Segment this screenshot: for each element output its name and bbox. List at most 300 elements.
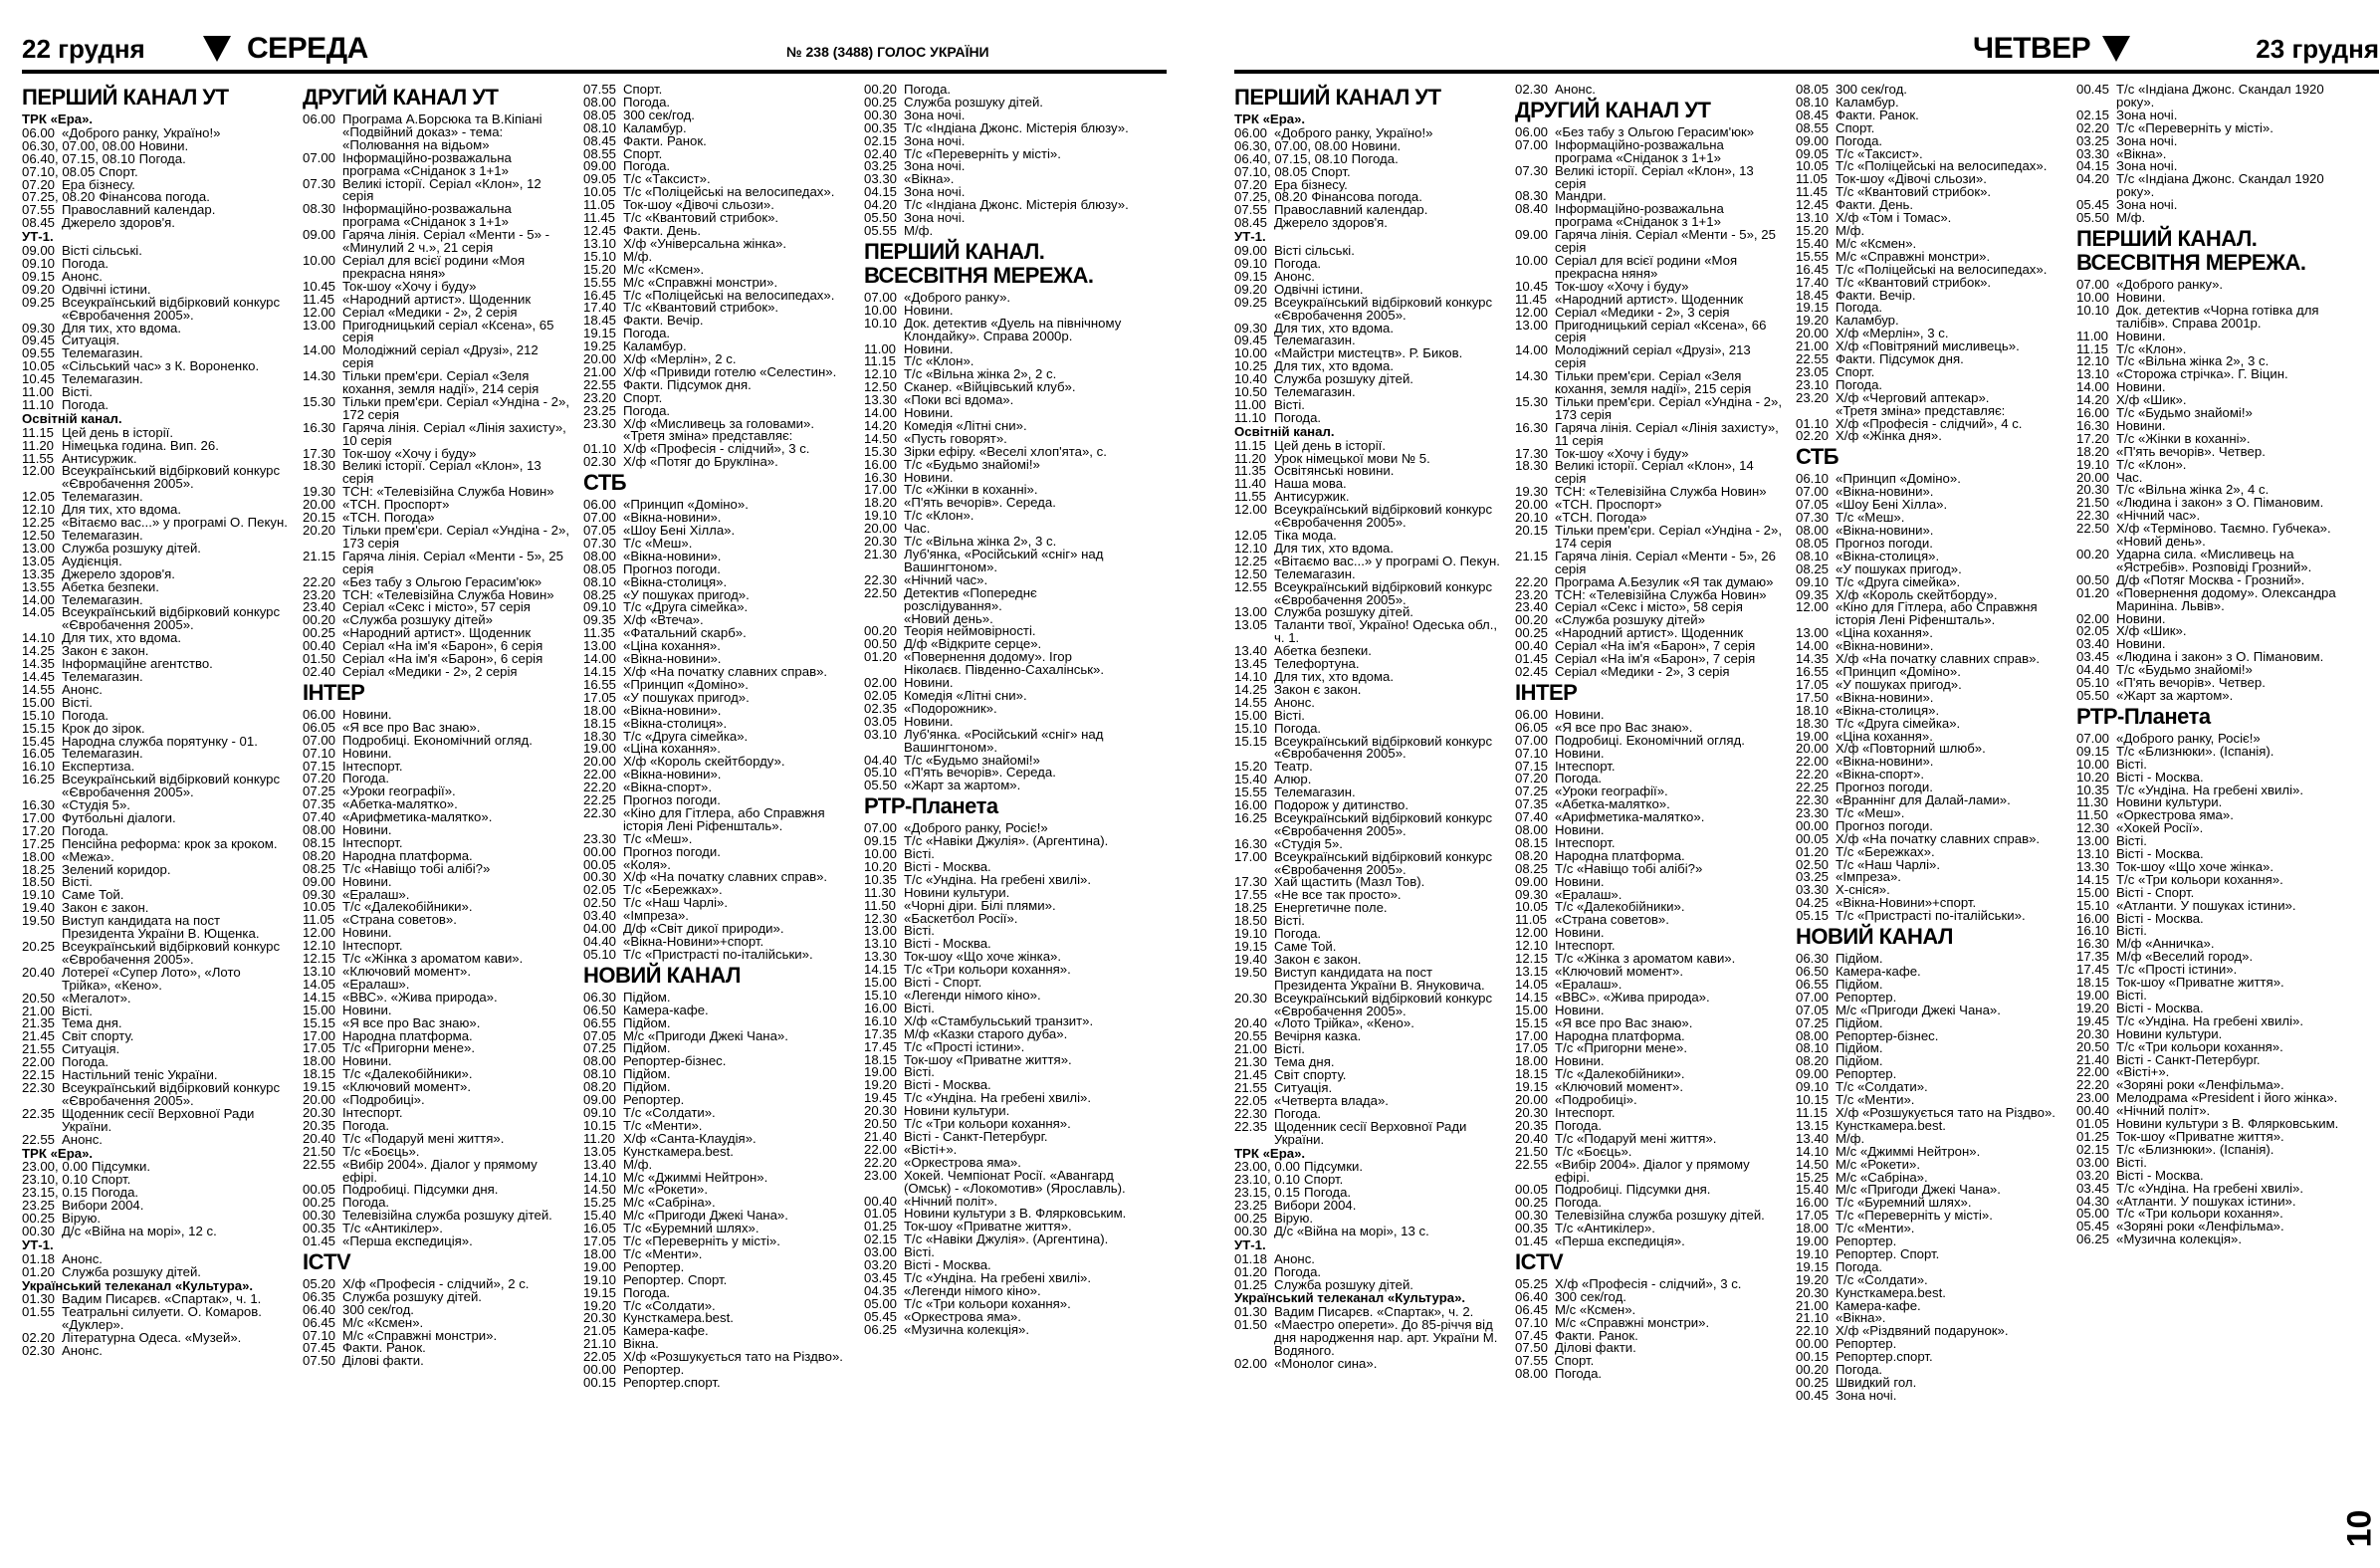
program-time: 12.00 — [22, 463, 56, 479]
program-time: 09.20 — [1234, 281, 1268, 297]
program-title: Всеукраїнський відбірковий конкурс «Євробачення 2005». — [1274, 809, 1493, 838]
program-time: 22.15 — [22, 1067, 56, 1083]
program-time: 14.30 — [1515, 368, 1549, 384]
program-title: Погода. — [1836, 1258, 1883, 1274]
program-time: 00.20 — [1796, 1362, 1830, 1378]
program-title: «Зоряні роки «Ленфільма». — [2116, 1077, 2284, 1093]
program-time: 19.40 — [1234, 951, 1268, 967]
program-time: 20.15 — [303, 510, 336, 526]
program-title: Зона ночі. — [904, 184, 966, 200]
program-title: Новини культури. — [904, 1103, 1010, 1119]
program-time: 16.00 — [1234, 797, 1268, 813]
program-row — [303, 1355, 571, 1368]
program-title: «Нічний час». — [2116, 508, 2201, 524]
program-time: 02.05 — [864, 687, 898, 703]
program-time: 01.30 — [22, 1291, 56, 1307]
program-title: «Вісті+». — [904, 1141, 958, 1157]
program-title: Вісті. — [904, 846, 935, 862]
program-title: Т/с «Будьмо знайомі!» — [904, 456, 1040, 472]
left-columns — [22, 84, 1167, 1568]
program-time: 10.25 — [1234, 358, 1268, 374]
program-time: 22.00 — [22, 1054, 56, 1070]
program-title: «Імпреза». — [1836, 869, 1901, 885]
program-title: «Ціна кохання». — [1836, 625, 1933, 641]
program-row — [864, 726, 1133, 755]
program-time: 23.25 — [583, 402, 617, 418]
program-time: 08.20 — [1515, 847, 1549, 863]
program-time: 14.00 — [583, 651, 617, 667]
program-title: «Поки всі вдома». — [904, 392, 1014, 408]
program-title: Х/ф «Розшукується тато на Різдво». — [623, 1349, 843, 1365]
program-time: 14.50 — [864, 430, 898, 446]
program-time: 19.50 — [22, 913, 56, 929]
program-title: Анонс. — [62, 1131, 103, 1147]
program-title: Гаряча лінія. Серіал «Менти - 5», 26 серія — [1555, 548, 1776, 576]
program-time: 15.45 — [22, 733, 56, 749]
triangle-down-icon — [2102, 36, 2130, 62]
program-title: «Кіно для Гітлера, або Справжня історія Лені Ріфеншталь». — [623, 804, 825, 833]
program-title: ТСН: «Телевізійна Служба Новин» — [342, 586, 554, 602]
program-time: 21.00 — [1796, 338, 1830, 354]
program-title: «Чорні діри. Білі плями». — [904, 897, 1056, 913]
program-column — [1234, 84, 1503, 1568]
program-title: «Майстри мистецтв». Р. Биков. — [1274, 345, 1463, 361]
program-time: 09.00 — [1234, 243, 1268, 259]
program-title: Новини. — [2116, 417, 2166, 433]
program-title: Серіал «Медики - 2», 3 серія — [1555, 663, 1730, 679]
program-time: 12.30 — [2076, 820, 2110, 836]
program-time: 23.20 — [583, 389, 617, 405]
program-row — [1234, 409, 1503, 425]
program-title: «Вікна-спорт». — [1836, 767, 1924, 783]
program-time: 22.20 — [1515, 573, 1549, 589]
channel-heading: ІНТЕР — [1515, 679, 1578, 705]
program-title: Т/с «Поліцейські на велосипедах». — [623, 287, 835, 303]
program-title: Всеукраїнський відбірковий конкурс «Євробачення 2005». — [62, 604, 281, 633]
program-time: 02.00 — [2076, 610, 2110, 626]
program-title: Репортер. — [1836, 1066, 1897, 1082]
program-title: Крок до зірок. — [62, 720, 145, 736]
program-title: Великі історії. Серіал «Клон», 14 серія — [1555, 458, 1754, 487]
program-time: 10.15 — [1796, 1092, 1830, 1108]
program-time: 13.00 — [864, 923, 898, 939]
program-title: М/ф. — [623, 248, 653, 264]
program-row — [1515, 419, 1784, 448]
program-time: 11.20 — [583, 1130, 616, 1146]
program-time: 15.15 — [1234, 733, 1268, 749]
program-time: 16.30 — [1515, 419, 1549, 435]
program-title: Цей день в історії. — [62, 424, 173, 440]
program-title: Виступ кандидата на пост Президента України В. Януковича. — [1274, 964, 1485, 993]
program-time: 17.30 — [303, 445, 336, 461]
program-title: Всеукраїнський відбірковий конкурс «Євробачення 2005». — [62, 463, 281, 492]
program-time: 19.20 — [2076, 1000, 2110, 1015]
program-time: 08.10 — [583, 1066, 617, 1082]
program-title: Серіал «Медики - 2», 2 серія — [342, 663, 518, 679]
program-time: 14.00 — [864, 405, 898, 421]
program-title: Подробиці. Економічний огляд. — [1555, 732, 1745, 748]
program-time: 21.00 — [22, 1003, 56, 1018]
program-time: 08.55 — [1796, 119, 1830, 135]
program-title: «Нічний політ». — [2116, 1103, 2211, 1119]
program-title: «Ціна кохання». — [1836, 728, 1933, 744]
program-time: 14.10 — [22, 630, 56, 646]
program-time: 06.05 — [1515, 719, 1549, 735]
program-title: Т/с «Квантовий стрибок». — [623, 210, 779, 226]
program-time: 14.05 — [22, 604, 56, 620]
program-row — [864, 780, 1133, 792]
program-title: Т/с «Меш». — [1836, 510, 1905, 526]
program-title: «Ералаш». — [1555, 886, 1623, 902]
program-title: Т/с «Переверніть у місті». — [904, 145, 1061, 161]
program-row — [303, 548, 571, 576]
program-row — [1234, 1358, 1503, 1371]
program-time: 20.00 — [1796, 741, 1830, 757]
program-title: Кунсткамера.best. — [623, 1143, 734, 1159]
program-time: 06.40, 07.15, 08.10 — [1234, 150, 1348, 166]
program-title: Вісті. — [1274, 396, 1305, 412]
program-time: 23.30 — [583, 830, 617, 846]
program-time: 21.40 — [864, 1128, 898, 1144]
program-time: 22.55 — [583, 376, 617, 392]
program-title: Абетка безпеки. — [1274, 643, 1372, 659]
program-title: Х/ф «Мерлін», 3 с. — [1836, 326, 1949, 341]
program-time: 00.40 — [2076, 1103, 2110, 1119]
program-time: 01.20 — [1796, 843, 1830, 859]
program-title: Т/с «Антикілер». — [342, 1221, 443, 1236]
program-title: Вісті. — [2116, 1154, 2147, 1170]
program-time: 13.35 — [22, 565, 56, 581]
program-row — [22, 396, 291, 412]
program-time: 17.40 — [1796, 274, 1830, 290]
program-time: 10.35 — [2076, 782, 2110, 797]
program-time: 09.35 — [583, 612, 617, 628]
program-time: 01.18 — [22, 1250, 56, 1266]
program-title: «Вікна-новини». — [1836, 754, 1934, 770]
program-title: Новини. — [1351, 137, 1402, 153]
program-title: Х/ф «На початку славних справ». — [1836, 651, 2041, 667]
program-time: 14.15 — [583, 663, 617, 679]
program-title: Детектив «Попереднє розслідування». — [904, 584, 1037, 613]
program-title: М/с «Ксмен». — [1836, 235, 1917, 251]
program-title: Закон є закон. — [62, 900, 149, 916]
program-time: 20.00 — [303, 497, 336, 513]
program-title: Ток-шоу «Приватне життя». — [904, 1051, 1072, 1067]
program-title: Футбольні діалоги. — [62, 809, 176, 825]
triangle-down-icon — [203, 36, 231, 62]
program-row — [583, 946, 852, 962]
program-title: Вадим Писарєв. «Спартак», ч. 1. — [62, 1291, 262, 1307]
program-title: Т/с «Меш». — [1836, 804, 1905, 820]
program-title: Закон є закон. — [1274, 681, 1362, 697]
program-time: 11.00 — [864, 340, 897, 356]
program-title: Репортер.спорт. — [1836, 1349, 1933, 1365]
program-title: Саме Той. — [62, 887, 124, 903]
program-title: Підйом. — [623, 989, 671, 1005]
program-time: 13.15 — [1796, 1117, 1830, 1133]
program-time: 03.25 — [1796, 869, 1830, 885]
program-time: 01.45 — [1515, 1233, 1549, 1249]
right-day: ЧЕТВЕР — [1973, 32, 2091, 65]
channel-heading: ICTV — [303, 1248, 351, 1274]
program-title: «Служба розшуку дітей» — [1555, 612, 1705, 628]
program-time: 22.30 — [583, 804, 617, 820]
program-title: Репортер. Спорт. — [1836, 1245, 1940, 1261]
program-title: Німецька година. Вип. 26. — [62, 437, 219, 453]
program-time: 19.45 — [2076, 1012, 2110, 1028]
program-title: «Страна советов». — [1555, 912, 1669, 928]
program-time: 06.45 — [303, 1314, 336, 1330]
program-title: Новини. — [2116, 636, 2166, 652]
program-title: Прогноз погоди. — [623, 560, 721, 576]
program-title: Пенсійна реформа: крок за кроком. — [62, 835, 278, 851]
program-time: 19.30 — [1515, 484, 1549, 500]
program-title: Х/ф «Втеча». — [623, 612, 704, 628]
program-time: 10.40 — [1234, 371, 1268, 387]
program-row — [1515, 344, 1784, 370]
program-title: Підйом. — [623, 1066, 671, 1082]
program-time: 10.45 — [303, 278, 336, 294]
channel-heading: ПЕРШИЙ КАНАЛ. ВСЕСВІТНЯ МЕРЕЖА. — [864, 238, 1094, 288]
program-title: «Ералаш». — [1555, 976, 1623, 992]
program-title: Підйом. — [1836, 1040, 1883, 1056]
program-row — [1796, 910, 2064, 923]
channel-heading: НОВИЙ КАНАЛ — [1796, 924, 1953, 950]
program-title: Підсумки. — [92, 1159, 151, 1175]
program-title: «Оркестрова яма». — [904, 1308, 1021, 1324]
program-title: Т/с «Навіщо тобі алібі?» — [342, 860, 491, 876]
program-title: 300 сек/год. — [342, 1301, 414, 1317]
program-title: Х/ф «Універсальна жінка». — [623, 235, 787, 251]
program-title: Т/с «Далекобійники». — [1555, 899, 1685, 915]
program-title: Д/с «Війна на морі», 13 с. — [1274, 1223, 1429, 1238]
program-time: 22.55 — [1796, 351, 1830, 367]
program-time: 07.30 — [1796, 510, 1830, 526]
program-column — [1796, 84, 2064, 1568]
program-title: Серіал для всієї родини «Моя прекрасна няня» — [342, 252, 526, 281]
program-title: «Доброго ранку, Росіє!» — [904, 820, 1048, 836]
program-time: 20.00 — [1515, 1092, 1549, 1108]
program-time: 03.40 — [2076, 636, 2110, 652]
program-time: 22.55 — [1515, 1156, 1549, 1172]
program-title: Вісті - Москва. — [904, 1257, 991, 1273]
program-title: Для тих, хто вдома. — [1274, 540, 1395, 556]
program-time: 06.00 — [1515, 706, 1549, 722]
program-time: 15.20 — [1796, 222, 1830, 238]
program-title: Т/с «Подаруй мені життя». — [342, 1130, 505, 1146]
program-time: 22.00 — [2076, 1064, 2110, 1080]
program-time: 07.55 — [1234, 202, 1268, 218]
program-time: 10.00 — [2076, 289, 2110, 305]
program-title: М/с «Справжні монстри». — [1836, 248, 1991, 264]
program-time: 07.05 — [1796, 497, 1830, 513]
program-row — [2076, 687, 2345, 703]
program-title: Луб'янка, «Російський «сніг» над Вашингтоном». — [904, 547, 1104, 574]
program-title: Всеукраїнський відбірковий конкурс «Євробачення 2005». — [1274, 502, 1493, 531]
program-time: 01.20 — [2076, 584, 2110, 600]
program-time: 09.30 — [22, 320, 56, 336]
program-row — [1796, 1387, 2064, 1403]
program-title: Т/с «Ундіна. На гребені хвилі». — [904, 871, 1092, 887]
program-time: 08.10 — [583, 573, 617, 589]
program-row — [1515, 663, 1784, 679]
program-title: ТСН: «Телевізійна Служба Новин» — [1555, 484, 1767, 500]
program-title: Репортер. — [1836, 989, 1897, 1005]
program-title: Пригодницький серіал «Ксена», 66 серія — [1555, 317, 1767, 345]
program-time: 12.05 — [22, 489, 56, 505]
program-title: Зелений коридор. — [62, 861, 171, 877]
program-time: 22.30 — [2076, 508, 2110, 524]
program-title: Новини культури з В. Флярковським. — [2116, 1116, 2339, 1132]
program-title: Вісті - Москва. — [2116, 846, 2204, 862]
program-time: 04.30 — [2076, 1193, 2110, 1209]
program-time: 21.00 — [1234, 1041, 1268, 1057]
program-time: 08.00 — [1515, 1366, 1549, 1382]
program-title: Вісті. — [62, 384, 93, 400]
program-title: «Народний артист». Щоденник — [1555, 291, 1744, 307]
program-title: М/ф «Казки старого дуба». — [904, 1025, 1068, 1041]
program-title: Вісті - Москва. — [904, 858, 991, 874]
program-title: М/с «Ксмен». — [623, 261, 705, 277]
program-title: Інтеспорт. — [342, 1104, 403, 1120]
program-title: Служба розшуку дітей. — [342, 1288, 482, 1304]
program-time: 17.05 — [583, 689, 617, 705]
program-title: Факти. Підсумок дня. — [1836, 351, 1964, 367]
program-time: 10.20 — [864, 858, 898, 874]
program-title: Новини. — [904, 675, 954, 691]
program-time: 00.35 — [303, 1221, 336, 1236]
program-title: Каламбур. — [623, 338, 687, 354]
program-time: 01.25 — [1234, 1276, 1268, 1292]
program-title: Серіал «Медики - 2», 2 серія — [342, 304, 518, 320]
program-time: 15.10 — [583, 248, 617, 264]
program-time: 19.30 — [303, 484, 336, 500]
program-time: 19.10 — [864, 508, 898, 524]
program-title: Вісті сільські. — [1274, 243, 1355, 259]
program-time: 15.55 — [1234, 784, 1268, 800]
program-time: 07.00 — [303, 732, 336, 748]
program-title: Погода. — [1274, 1263, 1322, 1279]
program-time: 06.05 — [303, 719, 336, 735]
program-row — [303, 663, 571, 679]
program-time: 23.40 — [303, 599, 336, 615]
program-time: 14.55 — [22, 681, 56, 697]
program-title: Інтеспорт. — [1555, 938, 1616, 954]
program-title: Погода. — [62, 822, 109, 838]
program-title: Анонс. — [1274, 1250, 1315, 1266]
program-time: 16.55 — [583, 676, 617, 692]
program-title: Х/ф «Черговий аптекар». — [1836, 389, 1990, 405]
program-title: Х/ф «Потяг до Брукліна». — [623, 454, 778, 470]
program-title: М/с «Пригоди Джекі Чана». — [1836, 1182, 2001, 1198]
program-title: Новини. — [904, 340, 954, 356]
program-time: 19.20 — [583, 1297, 617, 1313]
program-title: «Вітаємо вас...» у програмі О. Пекун. — [62, 515, 288, 531]
program-title: Служба розшуку дітей. — [62, 1263, 201, 1279]
program-title: Т/с «Переверніть у місті». — [2116, 119, 2273, 135]
program-title: Серіал «На ім'я «Барон», 6 серія — [342, 638, 543, 654]
program-time: 09.10 — [22, 255, 56, 271]
program-title: Т/с «Друга сімейка». — [1836, 715, 1961, 731]
program-time: 16.00 — [2076, 405, 2110, 421]
program-time: 09.25 — [22, 294, 56, 310]
program-time: 03.00 — [2076, 1154, 2110, 1170]
program-time: 06.40, 07.15, 08.10 — [22, 150, 135, 166]
program-time: 22.20 — [583, 780, 617, 795]
program-time: 23.40 — [1515, 599, 1549, 615]
program-title: Факти. Ранок. — [1555, 1327, 1638, 1343]
program-title: Т/с «Навіщо тобі алібі?» — [1555, 860, 1703, 876]
program-row — [303, 203, 571, 229]
program-title: Т/с «Вільна жінка 2», 4 с. — [2116, 482, 2270, 498]
program-time: 05.10 — [2076, 675, 2110, 691]
program-time: 07.00 — [864, 820, 898, 836]
program-title: Т/с «Клон». — [904, 508, 974, 524]
program-title: Всеукраїнський відбірковий конкурс «Євробачення 2005». — [1274, 578, 1493, 607]
program-time: 02.50 — [583, 895, 617, 911]
program-time: 02.15 — [864, 1232, 898, 1247]
program-time: 14.05 — [1515, 976, 1549, 992]
program-time: 17.05 — [583, 1233, 617, 1249]
program-title: Х/ф «Професія - слідчий», 2 с. — [342, 1275, 530, 1291]
program-title: Ток-шоу «Приватне життя». — [2116, 1128, 2284, 1144]
program-title: Новини. — [342, 1002, 392, 1017]
program-title: «Студія 5». — [62, 797, 130, 813]
program-title: «Вікна-новини». — [1836, 638, 1934, 654]
program-time: 17.00 — [303, 1027, 336, 1043]
program-time: 20.30 — [864, 1103, 898, 1119]
program-title: Новини культури з В. Флярковським. — [904, 1206, 1127, 1222]
program-title: Вісті - Санкт-Петербург. — [2116, 1051, 2261, 1067]
program-title: «Ключовий момент». — [1555, 964, 1684, 979]
program-title: Репортер-бізнес. — [623, 1053, 727, 1069]
program-time: 18.15 — [303, 1066, 336, 1082]
program-time: 14.00 — [22, 591, 56, 607]
program-time: 09.10 — [1796, 573, 1830, 589]
program-time: 22.50 — [2076, 521, 2110, 537]
program-time: 07.35 — [1515, 796, 1549, 812]
program-time: 19.10 — [1796, 1245, 1830, 1261]
program-title: Х/ф «Король скейтборду». — [1836, 586, 1998, 602]
program-title: Зона ночі. — [2116, 158, 2178, 174]
program-title: Зона ночі. — [2116, 197, 2178, 213]
program-row — [1515, 548, 1784, 576]
program-time: 19.20 — [1796, 313, 1830, 329]
program-title: Одвічні істини. — [62, 281, 151, 297]
program-time: 04.00 — [583, 921, 617, 937]
program-title: «Уроки географії». — [1555, 784, 1668, 799]
program-title: Ситуація. — [62, 333, 120, 348]
program-title: Ділові факти. — [342, 1353, 424, 1369]
program-time: 23.00, 0.00 — [22, 1159, 88, 1175]
program-title: Т/с «Жінка з ароматом кави». — [1555, 951, 1736, 967]
program-title: Антисуржик. — [62, 450, 137, 466]
program-title: Таланти твої, Україно! Одеська обл., ч. 1. — [1274, 617, 1498, 646]
program-title: Х/ф «Різдвяний подарунок». — [1836, 1323, 2009, 1339]
program-time: 01.05 — [864, 1206, 898, 1222]
program-title: Спорт. — [1836, 363, 1875, 379]
program-time: 15.15 — [303, 1014, 336, 1030]
program-title: Ударна сила. «Мисливець на «Ястребів». Розповіді Грозний». — [2116, 547, 2312, 574]
program-time: 09.15 — [864, 833, 898, 849]
program-time: 05.25 — [1515, 1275, 1549, 1291]
program-title: М/с «Пригоди Джекі Чана». — [623, 1208, 788, 1224]
program-title: Для тих, хто вдома. — [62, 502, 182, 518]
channel-heading: ДРУГИЙ КАНАЛ УТ — [303, 85, 499, 110]
program-title: Вісті. — [2116, 756, 2147, 772]
program-title: М/ф. — [623, 1156, 653, 1172]
program-time: 09.30 — [1234, 320, 1268, 336]
